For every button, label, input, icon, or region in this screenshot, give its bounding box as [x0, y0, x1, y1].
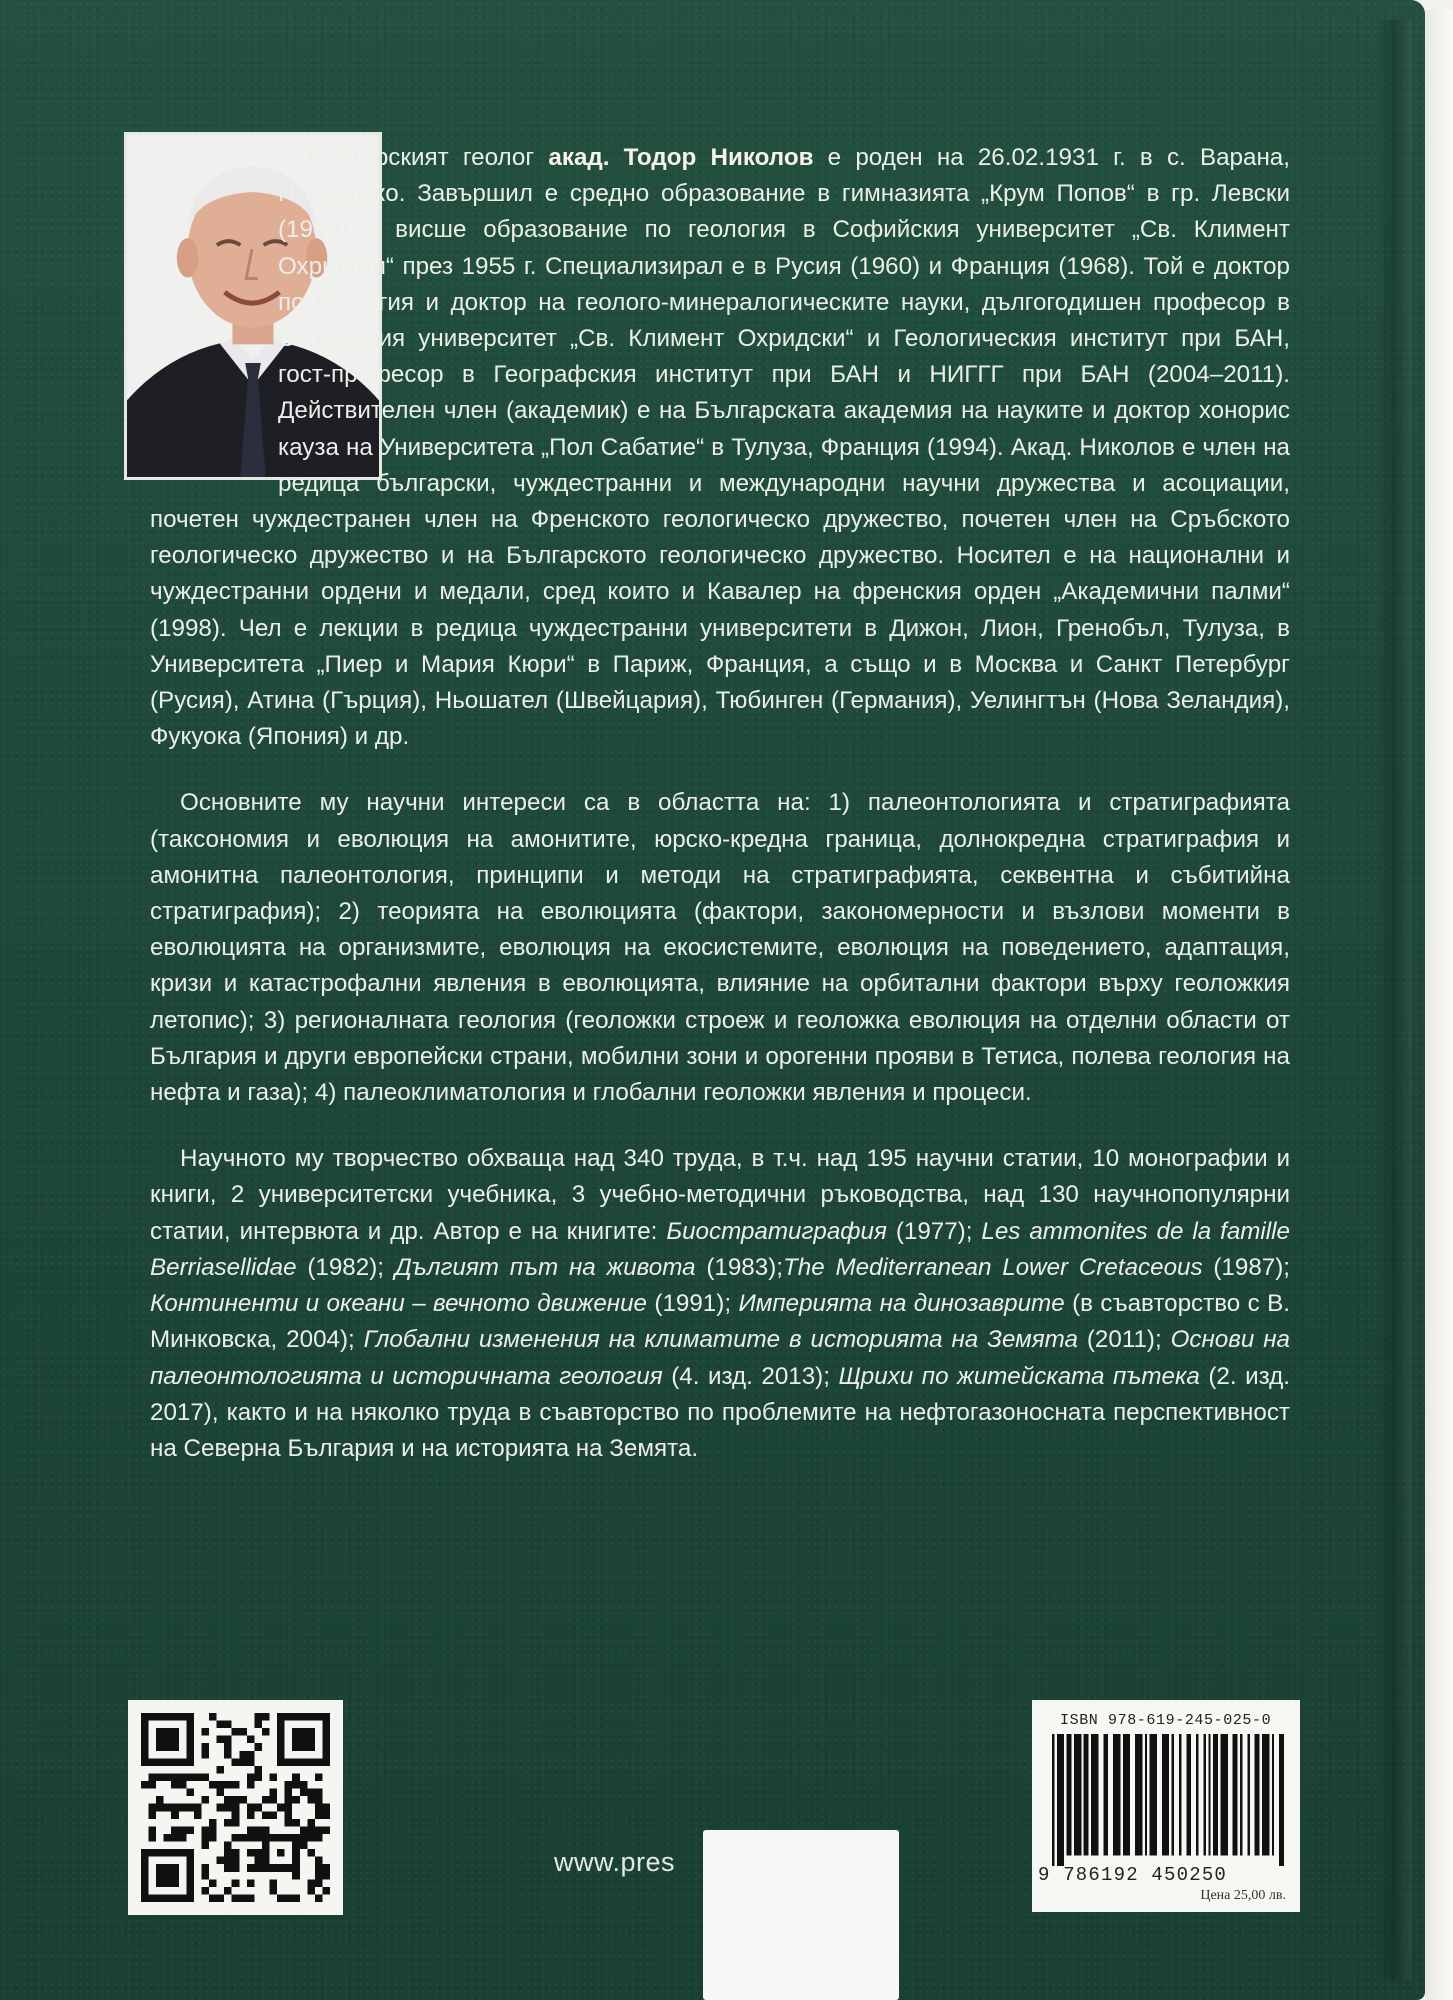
- isbn-label: ISBN 978-619-245-025-0: [1060, 1712, 1272, 1729]
- bio-p3-end: , както и на няколко труда в съавторство по проблемите на нефтогазоносната перспективност на Северна България и на историята на Земята.: [150, 1398, 1290, 1462]
- book-note: (4. изд. 2013);: [662, 1362, 839, 1390]
- book-note: (1982);: [296, 1253, 395, 1281]
- book-note: (2. изд. 2017): [150, 1362, 1290, 1426]
- ean-number: 9 786192 450250: [1038, 1864, 1228, 1886]
- barcode-icon: [1052, 1734, 1284, 1866]
- book-title: Щрихи по житейската пътека: [838, 1362, 1200, 1390]
- book-note: (1987);: [1202, 1253, 1291, 1281]
- book-title: Империята на динозаврите: [738, 1290, 1065, 1318]
- qr-code-icon: [128, 1700, 343, 1915]
- book-title: Les ammonites de la famille Berriasellidae: [150, 1217, 1291, 1281]
- page-edge: [1425, 10, 1453, 2000]
- book-note: (1991);: [647, 1290, 739, 1318]
- bio-paragraph-3: [150, 1141, 1290, 1467]
- bio-p1-start: Българският геолог: [308, 144, 549, 171]
- book-title: Основи на палеонтологията и историчната геология: [150, 1326, 1290, 1390]
- book-note: (1983);: [695, 1253, 783, 1281]
- book-title: The Mediterranean Lower Cretaceous: [782, 1253, 1203, 1281]
- book-title: Континенти и океани – вечното движение: [150, 1290, 647, 1318]
- book-title: Дългият път на живота: [394, 1253, 696, 1281]
- price-sticker: [703, 1830, 899, 2000]
- book-note: (2011);: [1077, 1326, 1171, 1354]
- bio-p3-start: Научното му творчество обхваща над 340 труда, в т.ч. над 195 научни статии, 10 монографии и книги, 2 университетски учебника, 3 учебно-методични ръководства, над 130 научнопопулярни статии, интервюта и др. Автор е на книгите:: [150, 1145, 1290, 1245]
- bio-p1-rest: е роден на 26.02.1931 г. в с. Варана, Плевенско. Завършил е средно образование в гимназията „Крум Попов“ в гр. Левски (1949) и висше образование по геология в Софийския университет „Св. Климент Охридски“ през 1955 г. Специализирал е в Русия (1960) и Франция (1968). Той е доктор по геология и доктор на геолого-минералогическите науки, дългогодишен професор в Софийския университет „Св. Климент Охридски“ и Геологическия институт при БАН, гост-професор в Географския институт при БАН и НИГГГ при БАН (2004–2011). Действителен член (академик) е на Българската академия на науките и доктор хонорис кауза на Университета „Пол Сабатие“ в Тулуза, Франция (1994). Акад. Николов е член на редица български, чуждестранни и международни научни дружества и асоциации, почетен чуждестранен член на Френското геологическо дружество, почетен член на Сръбското геологическо дружество и на Българското геологическо дружество. Носител е на национални и чуждестранни ордени и медали, сред които и Кавалер на френския орден „Академични палми“ (1998). Чел е лекции в редица чуждестранни университети в Дижон, Лион, Гренобъл, Тулуза, в Университета „Пиер и Мария Кюри“ в Париж, Франция, а също и в Москва и Санкт Петербург (Русия), Атина (Гърция), Ньошател (Швейцария), Тюбинген (Германия), Уелингтън (Нова Зеландия), Фукуока (Япония) и др.: [150, 144, 1290, 751]
- photo-gap: [0, 140, 258, 480]
- cover-edge-shadow: [1376, 20, 1412, 1980]
- book-note: (в съавторство с В. Минковска, 2004);: [150, 1290, 1291, 1354]
- barcode-box: [1032, 1700, 1300, 1912]
- price-label: Цена 25,00 лв.: [1200, 1888, 1286, 1903]
- bio-paragraph-2: Основните му научни интереси са в областта на: 1) палеонтологията и стратиграфията (таксономия и еволюция на амонитите, юрско-кредна граница, долнокредна стратиграфия и амонитна палеонтология, принципи и методи на стратиграфията, секвентна и събитийна стратиграфия); 2) теорията на еволюцията (фактори, закономерности и възлови моменти в еволюцията на организмите, еволюция на екосистемите, еволюция на поведението, адаптация, кризи и катастрофални явления в еволюцията, влияние на орбитални фактори върху геоложкия летопис); 3) регионалната геология (геоложки строеж и геоложка еволюция на отделни области от България и други европейски страни, мобилни зони и орогенни прояви в Тетиса, полева геология на нефта и газа); 4) палеоклиматология и глобални геоложки явления и процеси.: [150, 789, 1290, 1107]
- book-list: [150, 1218, 1290, 1426]
- author-name: акад. Тодор Николов: [548, 144, 814, 171]
- book-title: Биостратиграфия: [666, 1217, 887, 1245]
- book-title: Глобални изменения на климатите в историята на Земята: [363, 1326, 1078, 1354]
- bio-paragraph-1: [150, 140, 1290, 755]
- book-note: (1977);: [886, 1217, 982, 1245]
- publisher-url: www.pres: [554, 1847, 676, 1877]
- bio-text: [150, 140, 1290, 1497]
